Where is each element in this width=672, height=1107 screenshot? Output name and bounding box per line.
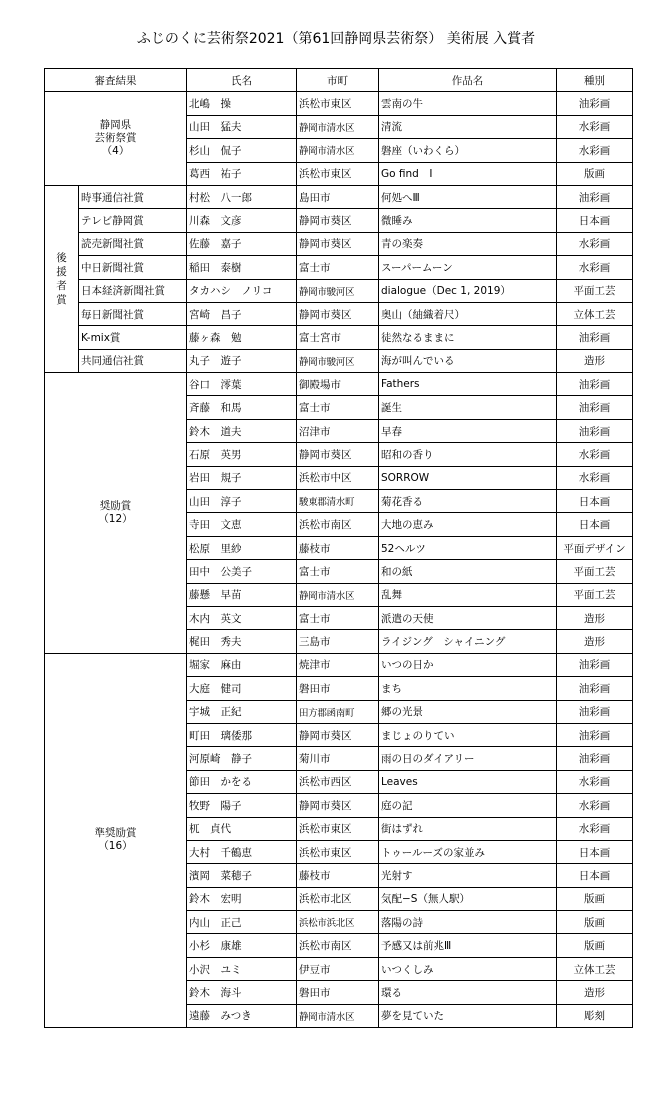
award-name-cell: 日本経済新聞社賞: [79, 279, 187, 302]
name-cell: 杌 貞代: [187, 817, 297, 840]
type-cell: 造形: [557, 606, 633, 629]
work-cell: 和の紙: [379, 560, 557, 583]
type-cell: 造形: [557, 981, 633, 1004]
work-cell: 雲南の牛: [379, 92, 557, 115]
city-cell: 藤枝市: [297, 536, 379, 559]
group-supporter-award-label: [45, 251, 78, 307]
city-cell: 御殿場市: [297, 373, 379, 396]
city-cell: 藤枝市: [297, 864, 379, 887]
type-cell: 平面工芸: [557, 560, 633, 583]
type-cell: 版画: [557, 162, 633, 185]
name-cell: 藤ヶ森 勉: [187, 326, 297, 349]
name-cell: 斉藤 和馬: [187, 396, 297, 419]
city-cell: 沼津市: [297, 419, 379, 442]
work-cell: 派遣の天使: [379, 606, 557, 629]
name-cell: 濱岡 菜穂子: [187, 864, 297, 887]
table-row: [45, 326, 633, 349]
group-semi-encouragement-award: [45, 653, 187, 1027]
name-cell: 谷口 澪葉: [187, 373, 297, 396]
name-cell: 稲田 泰樹: [187, 256, 297, 279]
city-cell: 浜松市北区: [297, 887, 379, 910]
name-cell: 村松 八一郎: [187, 185, 297, 208]
work-cell: 清流: [379, 115, 557, 138]
city-cell: 島田市: [297, 185, 379, 208]
work-cell: 青の楽奏: [379, 232, 557, 255]
page-title: ふじのくに芸術祭2021（第61回静岡県芸術祭） 美術展 入賞者: [136, 31, 536, 47]
work-cell: SORROW: [379, 466, 557, 489]
type-cell: 水彩画: [557, 139, 633, 162]
city-cell: 焼津市: [297, 653, 379, 676]
city-cell: 静岡市葵区: [297, 302, 379, 325]
table-row: [45, 653, 633, 676]
table-row: [45, 209, 633, 232]
work-cell: 52ヘルツ: [379, 536, 557, 559]
header-work: 作品名: [379, 69, 557, 92]
table-row: [45, 92, 633, 115]
type-cell: 油彩画: [557, 326, 633, 349]
type-cell: 日本画: [557, 864, 633, 887]
city-cell: 静岡市駿河区: [297, 279, 379, 302]
city-cell: 浜松市東区: [297, 162, 379, 185]
type-cell: 版画: [557, 934, 633, 957]
type-cell: 立体工芸: [557, 957, 633, 980]
group-shizuoka-award-text: 静岡県: [99, 119, 132, 132]
work-cell: 気配−S（無人駅）: [379, 887, 557, 910]
group-semi-encouragement-award-text: 準奨励賞: [94, 827, 137, 840]
work-cell: 菊花香る: [379, 490, 557, 513]
type-cell: 水彩画: [557, 443, 633, 466]
work-cell: Fathers: [379, 373, 557, 396]
name-cell: 川森 文彦: [187, 209, 297, 232]
group-semi-encouragement-award-text: （16）: [98, 840, 133, 853]
type-cell: 日本画: [557, 513, 633, 536]
name-cell: 北嶋 操: [187, 92, 297, 115]
group-shizuoka-award: [45, 92, 187, 186]
group-supporter-award-char: 援: [56, 266, 67, 279]
city-cell: 磐田市: [297, 677, 379, 700]
city-cell: 浜松市浜北区: [297, 911, 379, 934]
table-row: [45, 302, 633, 325]
name-cell: 鈴木 道夫: [187, 419, 297, 442]
type-cell: 日本画: [557, 840, 633, 863]
work-cell: Go find I: [379, 162, 557, 185]
city-cell: 浜松市東区: [297, 817, 379, 840]
name-cell: 佐藤 嘉子: [187, 232, 297, 255]
city-cell: 磐田市: [297, 981, 379, 1004]
group-supporter-award-char: 賞: [56, 294, 67, 307]
work-cell: まち: [379, 677, 557, 700]
name-cell: 梶田 秀夫: [187, 630, 297, 653]
work-cell: 微睡み: [379, 209, 557, 232]
table-body: [45, 92, 633, 1028]
city-cell: 浜松市中区: [297, 466, 379, 489]
work-cell: 夢を見ていた: [379, 1004, 557, 1027]
award-name-cell: K-mix賞: [79, 326, 187, 349]
city-cell: 静岡市葵区: [297, 794, 379, 817]
work-cell: まじょのりてい: [379, 723, 557, 746]
header-result: 審査結果: [45, 69, 187, 92]
award-name-cell: 中日新聞社賞: [79, 256, 187, 279]
group-supporter-award-char: 者: [56, 280, 67, 293]
group-supporter-award: [45, 185, 79, 372]
work-cell: 環る: [379, 981, 557, 1004]
work-cell: 予感又は前兆Ⅲ: [379, 934, 557, 957]
type-cell: 水彩画: [557, 256, 633, 279]
work-cell: 乱舞: [379, 583, 557, 606]
header-city: 市町: [297, 69, 379, 92]
work-cell: 雨の日のダイアリー: [379, 747, 557, 770]
type-cell: 造形: [557, 349, 633, 372]
city-cell: 静岡市駿河区: [297, 349, 379, 372]
table-row: [45, 279, 633, 302]
type-cell: 油彩画: [557, 653, 633, 676]
name-cell: 岩田 規子: [187, 466, 297, 489]
name-cell: 杉山 侃子: [187, 139, 297, 162]
type-cell: 油彩画: [557, 396, 633, 419]
name-cell: 山田 猛夫: [187, 115, 297, 138]
name-cell: 石原 英男: [187, 443, 297, 466]
work-cell: トゥールーズの家並み: [379, 840, 557, 863]
name-cell: 内山 正己: [187, 911, 297, 934]
type-cell: 立体工芸: [557, 302, 633, 325]
table-row: [45, 232, 633, 255]
work-cell: 海が叫んでいる: [379, 349, 557, 372]
city-cell: 富士市: [297, 396, 379, 419]
table-row: [45, 373, 633, 396]
work-cell: 光射す: [379, 864, 557, 887]
name-cell: 丸子 遊子: [187, 349, 297, 372]
city-cell: 静岡市清水区: [297, 115, 379, 138]
name-cell: 鈴木 海斗: [187, 981, 297, 1004]
name-cell: 小沢 ユミ: [187, 957, 297, 980]
name-cell: 節田 かをる: [187, 770, 297, 793]
city-cell: 浜松市西区: [297, 770, 379, 793]
name-cell: 河原崎 静子: [187, 747, 297, 770]
city-cell: 静岡市清水区: [297, 1004, 379, 1027]
city-cell: 静岡市葵区: [297, 443, 379, 466]
award-name-cell: 共同通信社賞: [79, 349, 187, 372]
city-cell: 田方郡函南町: [297, 700, 379, 723]
work-cell: 奥山（紬織着尺）: [379, 302, 557, 325]
name-cell: 町田 璃倭那: [187, 723, 297, 746]
city-cell: 三島市: [297, 630, 379, 653]
type-cell: 彫刻: [557, 1004, 633, 1027]
city-cell: 伊豆市: [297, 957, 379, 980]
work-cell: 磐座（いわくら）: [379, 139, 557, 162]
table-row: [45, 256, 633, 279]
work-cell: 大地の恵み: [379, 513, 557, 536]
work-cell: いつの日か: [379, 653, 557, 676]
type-cell: 平面工芸: [557, 279, 633, 302]
award-name-cell: 読売新聞社賞: [79, 232, 187, 255]
work-cell: 昭和の香り: [379, 443, 557, 466]
name-cell: 田中 公美子: [187, 560, 297, 583]
city-cell: 富士市: [297, 560, 379, 583]
type-cell: 油彩画: [557, 373, 633, 396]
group-shizuoka-award-text: 芸術祭賞: [94, 132, 137, 145]
work-cell: 誕生: [379, 396, 557, 419]
work-cell: 徒然なるままに: [379, 326, 557, 349]
type-cell: 日本画: [557, 490, 633, 513]
award-name-cell: 毎日新聞社賞: [79, 302, 187, 325]
name-cell: 大庭 健司: [187, 677, 297, 700]
name-cell: 木内 英文: [187, 606, 297, 629]
group-encouragement-award-text: （12）: [98, 512, 133, 525]
type-cell: 版画: [557, 887, 633, 910]
work-cell: ライジング シャイニング: [379, 630, 557, 653]
city-cell: 浜松市南区: [297, 513, 379, 536]
name-cell: 牧野 陽子: [187, 794, 297, 817]
name-cell: 大村 千鶴恵: [187, 840, 297, 863]
type-cell: 水彩画: [557, 794, 633, 817]
city-cell: 菊川市: [297, 747, 379, 770]
group-encouragement-award-text: 奨励賞: [99, 499, 132, 512]
work-cell: 郷の光景: [379, 700, 557, 723]
type-cell: 油彩画: [557, 419, 633, 442]
city-cell: 静岡市葵区: [297, 232, 379, 255]
work-cell: 落陽の詩: [379, 911, 557, 934]
award-name-cell: テレビ静岡賞: [79, 209, 187, 232]
name-cell: 宮崎 昌子: [187, 302, 297, 325]
city-cell: 浜松市東区: [297, 92, 379, 115]
name-cell: タカハシ ノリコ: [187, 279, 297, 302]
header-type: 種別: [557, 69, 633, 92]
city-cell: 静岡市葵区: [297, 209, 379, 232]
name-cell: 遠藤 みつき: [187, 1004, 297, 1027]
type-cell: 平面デザイン: [557, 536, 633, 559]
type-cell: 水彩画: [557, 817, 633, 840]
name-cell: 寺田 文恵: [187, 513, 297, 536]
group-shizuoka-award-text: （4）: [101, 145, 130, 158]
type-cell: 油彩画: [557, 747, 633, 770]
header-name: 氏名: [187, 69, 297, 92]
type-cell: 日本画: [557, 209, 633, 232]
type-cell: 水彩画: [557, 232, 633, 255]
table-row: [45, 185, 633, 208]
name-cell: 松原 里紗: [187, 536, 297, 559]
city-cell: 富士宮市: [297, 326, 379, 349]
type-cell: 油彩画: [557, 92, 633, 115]
work-cell: 早春: [379, 419, 557, 442]
name-cell: 宇城 正紀: [187, 700, 297, 723]
group-supporter-award-char: 後: [56, 252, 67, 265]
type-cell: 版画: [557, 911, 633, 934]
work-cell: dialogue（Dec 1, 2019）: [379, 279, 557, 302]
results-table: [44, 68, 633, 1028]
type-cell: 水彩画: [557, 770, 633, 793]
type-cell: 油彩画: [557, 677, 633, 700]
table-header-row: [45, 69, 633, 92]
award-name-cell: 時事通信社賞: [79, 185, 187, 208]
type-cell: 水彩画: [557, 466, 633, 489]
work-cell: Leaves: [379, 770, 557, 793]
work-cell: 庭の記: [379, 794, 557, 817]
name-cell: 鈴木 宏明: [187, 887, 297, 910]
city-cell: 浜松市南区: [297, 934, 379, 957]
group-encouragement-award: [45, 373, 187, 654]
city-cell: 浜松市東区: [297, 840, 379, 863]
name-cell: 小杉 康雄: [187, 934, 297, 957]
city-cell: 静岡市清水区: [297, 583, 379, 606]
type-cell: 水彩画: [557, 115, 633, 138]
work-cell: 街はずれ: [379, 817, 557, 840]
city-cell: 駿東郡清水町: [297, 490, 379, 513]
table-row: [45, 349, 633, 372]
type-cell: 平面工芸: [557, 583, 633, 606]
city-cell: 富士市: [297, 606, 379, 629]
name-cell: 藤懸 早苗: [187, 583, 297, 606]
work-cell: スーパームーン: [379, 256, 557, 279]
city-cell: 静岡市葵区: [297, 723, 379, 746]
type-cell: 油彩画: [557, 185, 633, 208]
city-cell: 静岡市清水区: [297, 139, 379, 162]
city-cell: 富士市: [297, 256, 379, 279]
name-cell: 葛西 祐子: [187, 162, 297, 185]
name-cell: 堀家 麻由: [187, 653, 297, 676]
type-cell: 油彩画: [557, 723, 633, 746]
name-cell: 山田 淳子: [187, 490, 297, 513]
type-cell: 造形: [557, 630, 633, 653]
type-cell: 油彩画: [557, 700, 633, 723]
work-cell: いつくしみ: [379, 957, 557, 980]
work-cell: 何処へⅢ: [379, 185, 557, 208]
